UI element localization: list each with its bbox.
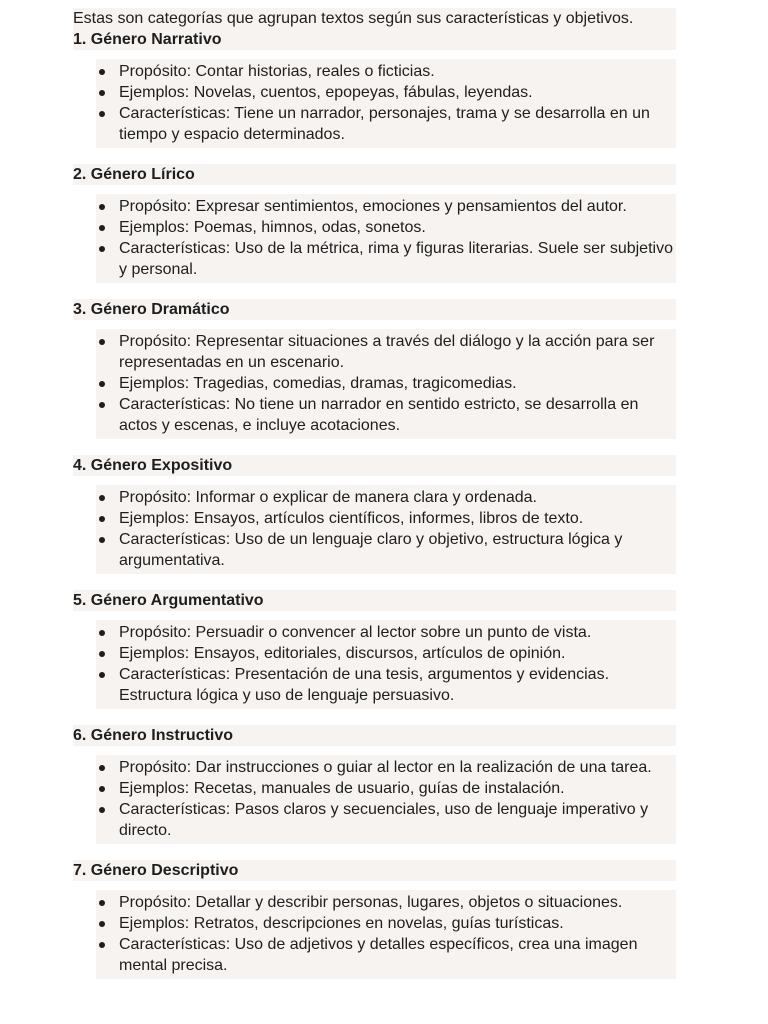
list-item: Propósito: Contar historias, reales o ficticias. <box>96 61 676 82</box>
list-item: Ejemplos: Poemas, himnos, odas, sonetos. <box>96 217 676 238</box>
list-item: Características: Pasos claros y secuenciales, uso de lenguaje imperativo y directo. <box>96 799 676 841</box>
section-list <box>96 485 676 574</box>
section-list <box>96 59 676 148</box>
list-item: Propósito: Dar instrucciones o guiar al lector en la realización de una tarea. <box>96 757 676 778</box>
section-narrativo <box>73 29 676 148</box>
section-list <box>96 890 676 979</box>
section-title: 1. Género Narrativo <box>73 29 676 50</box>
list-item: Características: Presentación de una tesis, argumentos y evidencias. Estructura lógica y uso de lenguaje persuasivo. <box>96 664 676 706</box>
section-argumentativo <box>73 590 676 709</box>
list-item: Características: No tiene un narrador en sentido estricto, se desarrolla en actos y escenas, e incluye acotaciones. <box>96 394 676 436</box>
list-item: Ejemplos: Tragedias, comedias, dramas, tragicomedias. <box>96 373 676 394</box>
section-title: 7. Género Descriptivo <box>73 860 676 881</box>
list-item: Características: Uso de adjetivos y detalles específicos, crea una imagen mental precisa. <box>96 934 676 976</box>
list-item: Ejemplos: Novelas, cuentos, epopeyas, fábulas, leyendas. <box>96 82 676 103</box>
list-item: Propósito: Persuadir o convencer al lector sobre un punto de vista. <box>96 622 676 643</box>
intro-block <box>73 8 676 29</box>
list-item: Características: Uso de la métrica, rima y figuras literarias. Suele ser subjetivo y personal. <box>96 238 676 280</box>
section-title: 5. Género Argumentativo <box>73 590 676 611</box>
list-item: Propósito: Informar o explicar de manera clara y ordenada. <box>96 487 676 508</box>
section-expositivo <box>73 455 676 574</box>
list-item: Ejemplos: Ensayos, editoriales, discursos, artículos de opinión. <box>96 643 676 664</box>
section-instructivo <box>73 725 676 844</box>
section-list <box>96 755 676 844</box>
section-list <box>96 620 676 709</box>
section-title: 4. Género Expositivo <box>73 455 676 476</box>
list-item: Ejemplos: Retratos, descripciones en novelas, guías turísticas. <box>96 913 676 934</box>
section-list <box>96 194 676 283</box>
section-descriptivo <box>73 860 676 979</box>
list-item: Ejemplos: Ensayos, artículos científicos, informes, libros de texto. <box>96 508 676 529</box>
list-item: Propósito: Detallar y describir personas, lugares, objetos o situaciones. <box>96 892 676 913</box>
intro-text: Estas son categorías que agrupan textos según sus características y objetivos. <box>73 10 634 27</box>
document-body <box>73 8 676 979</box>
list-item: Características: Uso de un lenguaje claro y objetivo, estructura lógica y argumentativa. <box>96 529 676 571</box>
section-title: 2. Género Lírico <box>73 164 676 185</box>
section-title: 6. Género Instructivo <box>73 725 676 746</box>
section-lirico <box>73 164 676 283</box>
section-title: 3. Género Dramático <box>73 299 676 320</box>
section-list <box>96 329 676 439</box>
list-item: Propósito: Expresar sentimientos, emociones y pensamientos del autor. <box>96 196 676 217</box>
list-item: Propósito: Representar situaciones a través del diálogo y la acción para ser representadas en un escenario. <box>96 331 676 373</box>
section-dramatico <box>73 299 676 439</box>
list-item: Características: Tiene un narrador, personajes, trama y se desarrolla en un tiempo y espacio determinados. <box>96 103 676 145</box>
list-item: Ejemplos: Recetas, manuales de usuario, guías de instalación. <box>96 778 676 799</box>
